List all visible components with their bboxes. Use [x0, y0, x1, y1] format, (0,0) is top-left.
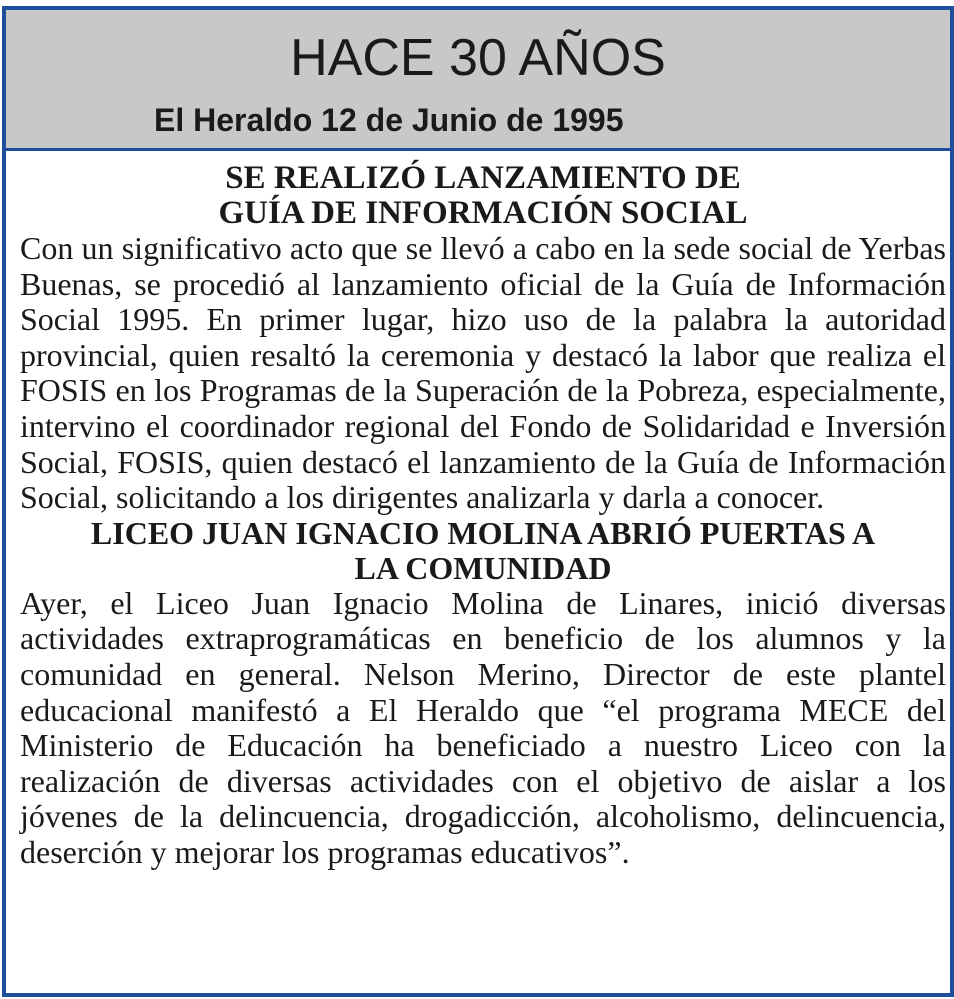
article-body: Con un significativo acto que se llevó a cabo en la sede social de Yerbas Buenas, se procedió al lanzamiento oficial de la Guía de Información Social 1995. En primer lugar, hizo uso de la palabra la autoridad provincial, quien resaltó la ceremonia y destacó la labor que realiza el FOSIS en los Programas de la Superación de la Pobreza, especialmente, intervino el coordinador regional del Fondo de Solidaridad e Inversión Social, FOSIS, quien destacó el lanzamiento de la Guía de Información Social, solicitando a los dirigentes analizarla y darla a conocer.: [20, 230, 946, 516]
headline-line: GUÍA DE INFORMACIÓN SOCIAL: [218, 195, 748, 231]
article-headline: [20, 516, 946, 586]
headline-line: SE REALIZÓ LANZAMIENTO DE: [225, 160, 741, 196]
headline-line: LA COMUNIDAD: [354, 549, 612, 586]
article-liceo-molina: [20, 516, 946, 871]
header-band: [6, 10, 950, 151]
news-box: [2, 6, 954, 997]
article-guia-social: [20, 161, 946, 516]
section-title: HACE 30 AÑOS: [290, 29, 666, 87]
article-headline: [20, 161, 946, 231]
article-body: Ayer, el Liceo Juan Ignacio Molina de Linares, inició diversas actividades extraprogramáticas en beneficio de los alumnos y la comunidad en general. Nelson Merino, Director de este plantel educacional manifestó a El Heraldo que “el programa MECE del Ministerio de Educación ha beneficiado a nuestro Liceo con la realización de diversas actividades con el objetivo de aislar a los jóvenes de la delincuencia, drogadicción, alcoholismo, delincuencia, deserción y mejorar los programas educativos”.: [20, 584, 946, 870]
source-date-line: El Heraldo 12 de Junio de 1995: [154, 102, 624, 138]
headline-line: LICEO JUAN IGNACIO MOLINA ABRIÓ PUERTAS A: [90, 514, 876, 551]
articles-column: [20, 161, 946, 871]
